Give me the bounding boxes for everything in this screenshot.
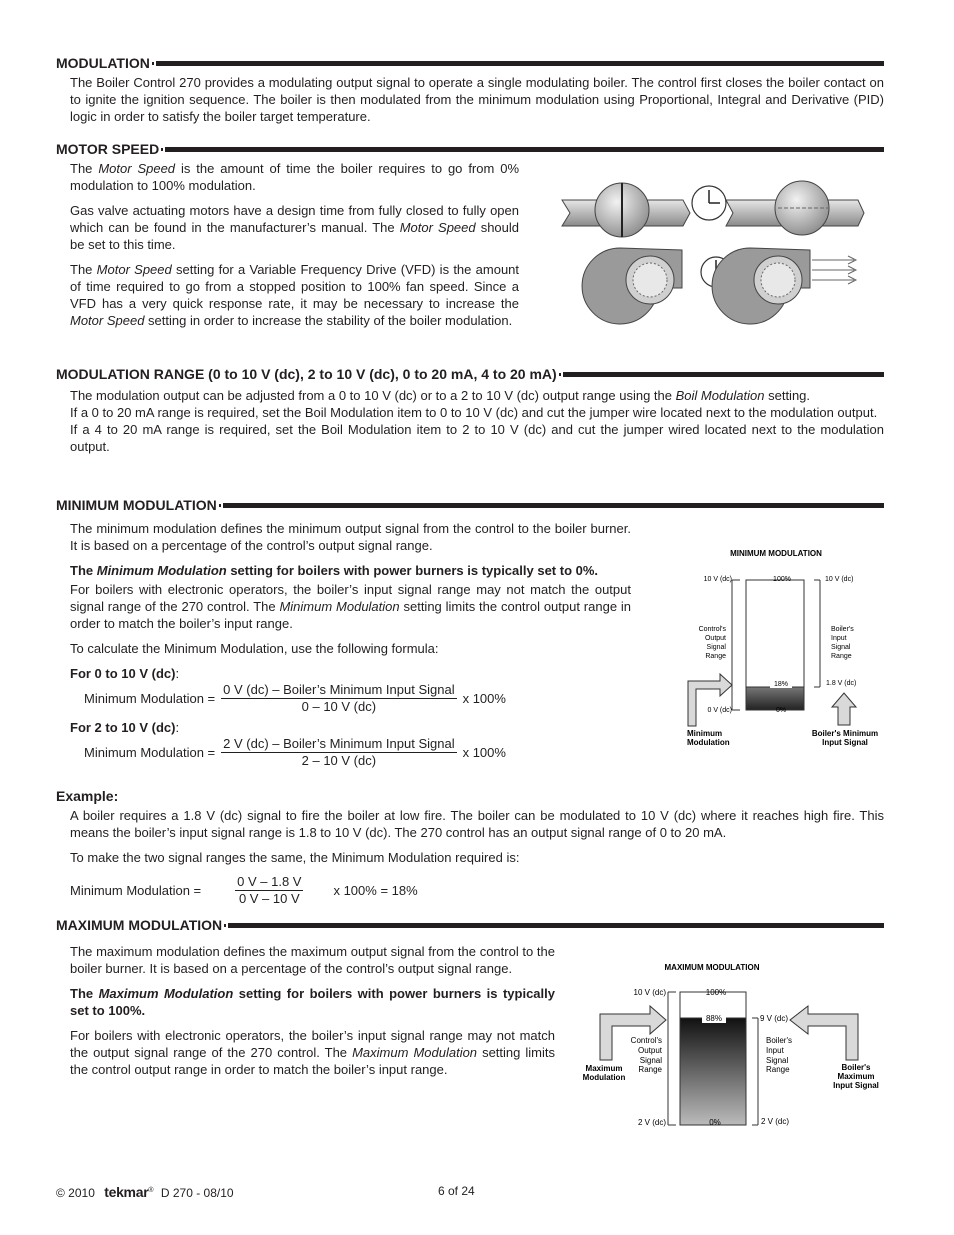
svg-text:Signal: Signal [766, 1056, 789, 1065]
svg-text:Modulation: Modulation [687, 738, 730, 747]
paragraph: For boilers with electronic operators, the boiler’s input signal range may not match the output signal range of the 270 control. The Minimum Modulation setting limits the control output range in order to match the boiler’s input range. [70, 582, 631, 631]
formula: Minimum Modulation = $\frac{\text{0 V (dc) – Boiler’s Minimum Input Signal}}{0 - 10 V (dc)}$ x 100% [84, 682, 506, 714]
heading-rule [223, 503, 884, 508]
paragraph: The modulation output can be adjusted from a 0 to 10 V (dc) or to a 2 to 10 V (dc) output range using the Boil Modulation setting. [70, 388, 811, 403]
formula-label: For 0 to 10 V (dc): [70, 666, 180, 681]
section-body [70, 520, 631, 769]
section-example [56, 788, 884, 907]
svg-text:Input Signal: Input Signal [833, 1081, 879, 1090]
section-heading [56, 496, 884, 514]
svg-text:Input: Input [831, 635, 847, 642]
svg-text:Range: Range [831, 653, 852, 660]
svg-text:10 V (dc): 10 V (dc) [633, 988, 666, 997]
paragraph: The minimum modulation defines the minimum output signal from the control to the boiler burner. It is based on a percentage of the control’s output signal range. [70, 521, 631, 553]
svg-text:9 V (dc): 9 V (dc) [760, 1014, 789, 1023]
paragraph: To make the two signal ranges the same, the Minimum Modulation required is: [70, 850, 520, 865]
svg-text:Input Signal: Input Signal [822, 738, 868, 747]
svg-text:18%: 18% [773, 681, 789, 688]
svg-text:MAXIMUM MODULATION: MAXIMUM MODULATION [664, 963, 760, 972]
maximum-modulation-diagram [576, 958, 888, 1133]
svg-text:Range: Range [638, 1065, 662, 1074]
formula: Minimum Modulation = $\frac{\text{2 V (dc) – Boiler’s Minimum Input Signal}}{2 - 10 V (dc)}$ x 100% [84, 736, 506, 768]
paragraph: The Motor Speed is the amount of time the boiler requires to go from 0% modulation to 100% modulation. [70, 161, 520, 193]
svg-text:Modulation: Modulation [582, 1073, 626, 1082]
section-heading [56, 140, 884, 158]
heading-text: MODULATION RANGE (0 to 10 V (dc), 2 to 10 V (dc), 0 to 20 mA, 4 to 20 mA) [56, 366, 557, 382]
section-modulation-range [56, 365, 884, 455]
svg-text:Output: Output [704, 635, 726, 642]
svg-text:10 V (dc): 10 V (dc) [703, 576, 732, 583]
section-heading [56, 54, 884, 72]
svg-text:Output: Output [637, 1046, 662, 1055]
formula: Minimum Modulation = $\frac{0 V - 1.8 V}{0 V - 10 V}$ x 100% = 18% [70, 874, 418, 906]
svg-text:Signal: Signal [706, 644, 726, 651]
heading-text: MOTOR SPEED [56, 141, 160, 157]
paragraph: The Minimum Modulation setting for boilers with power burners is typically set to 0%. [70, 563, 599, 578]
heading-rule [156, 61, 884, 66]
heading-rule [563, 372, 884, 377]
section-heading [56, 365, 884, 383]
svg-text:Boiler's Minimum: Boiler's Minimum [811, 729, 879, 738]
heading-text: MINIMUM MODULATION [56, 497, 217, 513]
svg-text:Maximum: Maximum [585, 1064, 623, 1073]
svg-text:Maximum: Maximum [837, 1072, 875, 1081]
heading-text: MODULATION [56, 55, 150, 71]
heading-rule [228, 923, 884, 928]
svg-text:0%: 0% [709, 1118, 721, 1127]
svg-text:Signal: Signal [831, 644, 851, 651]
section-body [70, 943, 555, 1078]
example-heading: Example: [56, 788, 119, 804]
svg-text:1.8 V (dc): 1.8 V (dc) [826, 680, 857, 687]
paragraph: The Maximum Modulation setting for boilers with power burners is typically set to 100%. [70, 986, 555, 1018]
svg-text:Boiler's: Boiler's [831, 626, 854, 633]
svg-text:0 V (dc): 0 V (dc) [707, 707, 732, 714]
svg-text:2 V (dc): 2 V (dc) [761, 1117, 790, 1126]
section-body [70, 74, 884, 125]
heading-text: MAXIMUM MODULATION [56, 917, 223, 933]
section-heading [56, 916, 884, 934]
page-number: 6 of 24 [438, 1184, 475, 1198]
diagram-title: MINIMUM MODULATION [730, 549, 822, 558]
section-body [70, 160, 519, 329]
paragraph: The Motor Speed setting for a Variable Frequency Drive (VFD) is the amount of time required to go from a stopped position to 100% fan speed. Since a VFD has a very quick response rate, it may be necessary to increase the Motor Speed setting in order to increase the stability of the boiler modulation. [70, 262, 520, 328]
paragraph: A boiler requires a 1.8 V (dc) signal to fire the boiler at low fire. The boiler can be modulated to 10 V (dc) where it reaches high fire. This means the boiler’s input signal range is 1.8 to 10 V (dc). The 270 control has an output signal range of 0 to 20 mA. [70, 808, 884, 840]
paragraph: For boilers with electronic operators, the boiler’s input signal range may not match the output signal range of the 270 control. The Maximum Modulation setting limits the control output range in order to match the boiler’s input range. [70, 1028, 556, 1077]
section-body [70, 807, 884, 866]
svg-text:Range: Range [705, 653, 726, 660]
section-body [70, 387, 884, 455]
svg-text:Control's: Control's [630, 1036, 662, 1045]
svg-text:Boiler's: Boiler's [766, 1036, 792, 1045]
paragraph: To calculate the Minimum Modulation, use the following formula: [70, 641, 439, 656]
document-number: D 270 - 08/10 [160, 1186, 234, 1200]
paragraph: The Boiler Control 270 provides a modulating output signal to operate a single modulating boiler. The control first closes the boiler contact on to ignite the ignition sequence. The boiler is then modulated from the minimum modulation using Proportional, Integral and Derivative (PID) logic in order to satisfy the boiler target temperature. [70, 75, 884, 124]
paragraph: If a 4 to 20 mA range is required, set the Boil Modulation item to 2 to 10 V (dc) and cut the jumper wired located next to the modulation output. [70, 422, 884, 454]
brand-mark: ® [148, 1187, 154, 1194]
svg-text:2 V (dc): 2 V (dc) [637, 1118, 666, 1127]
svg-text:Minimum: Minimum [687, 729, 723, 738]
svg-text:Boiler's: Boiler's [841, 1063, 871, 1072]
heading-rule [165, 147, 884, 152]
formula-label: For 2 to 10 V (dc): [70, 720, 180, 735]
minimum-modulation-diagram [678, 545, 888, 755]
page-footer [56, 1184, 884, 1200]
brand-logo: tekmar [104, 1184, 149, 1200]
paragraph: If a 0 to 20 mA range is required, set the Boil Modulation item to 0 to 10 V (dc) and cut the jumper wire located next to the modulation output. [70, 405, 878, 420]
svg-text:100%: 100% [773, 576, 791, 583]
svg-text:Range: Range [766, 1065, 790, 1074]
section-modulation [56, 54, 884, 133]
svg-text:88%: 88% [705, 1014, 723, 1023]
copyright: © 2010 [56, 1186, 95, 1200]
svg-text:Control's: Control's [698, 626, 726, 633]
paragraph: The maximum modulation defines the maximum output signal from the control to the boiler burner. It is based on a percentage of the control’s output signal range. [70, 944, 555, 976]
svg-text:100%: 100% [705, 988, 727, 997]
svg-text:Input: Input [766, 1046, 784, 1055]
svg-text:0%: 0% [775, 707, 787, 714]
motor-speed-illustration [558, 180, 868, 330]
svg-text:Signal: Signal [639, 1056, 662, 1065]
svg-text:10 V (dc): 10 V (dc) [825, 576, 854, 583]
paragraph: Gas valve actuating motors have a design time from fully closed to fully open which can be found in the manufacturer’s manual. The Motor Speed should be set to this time. [70, 203, 520, 252]
